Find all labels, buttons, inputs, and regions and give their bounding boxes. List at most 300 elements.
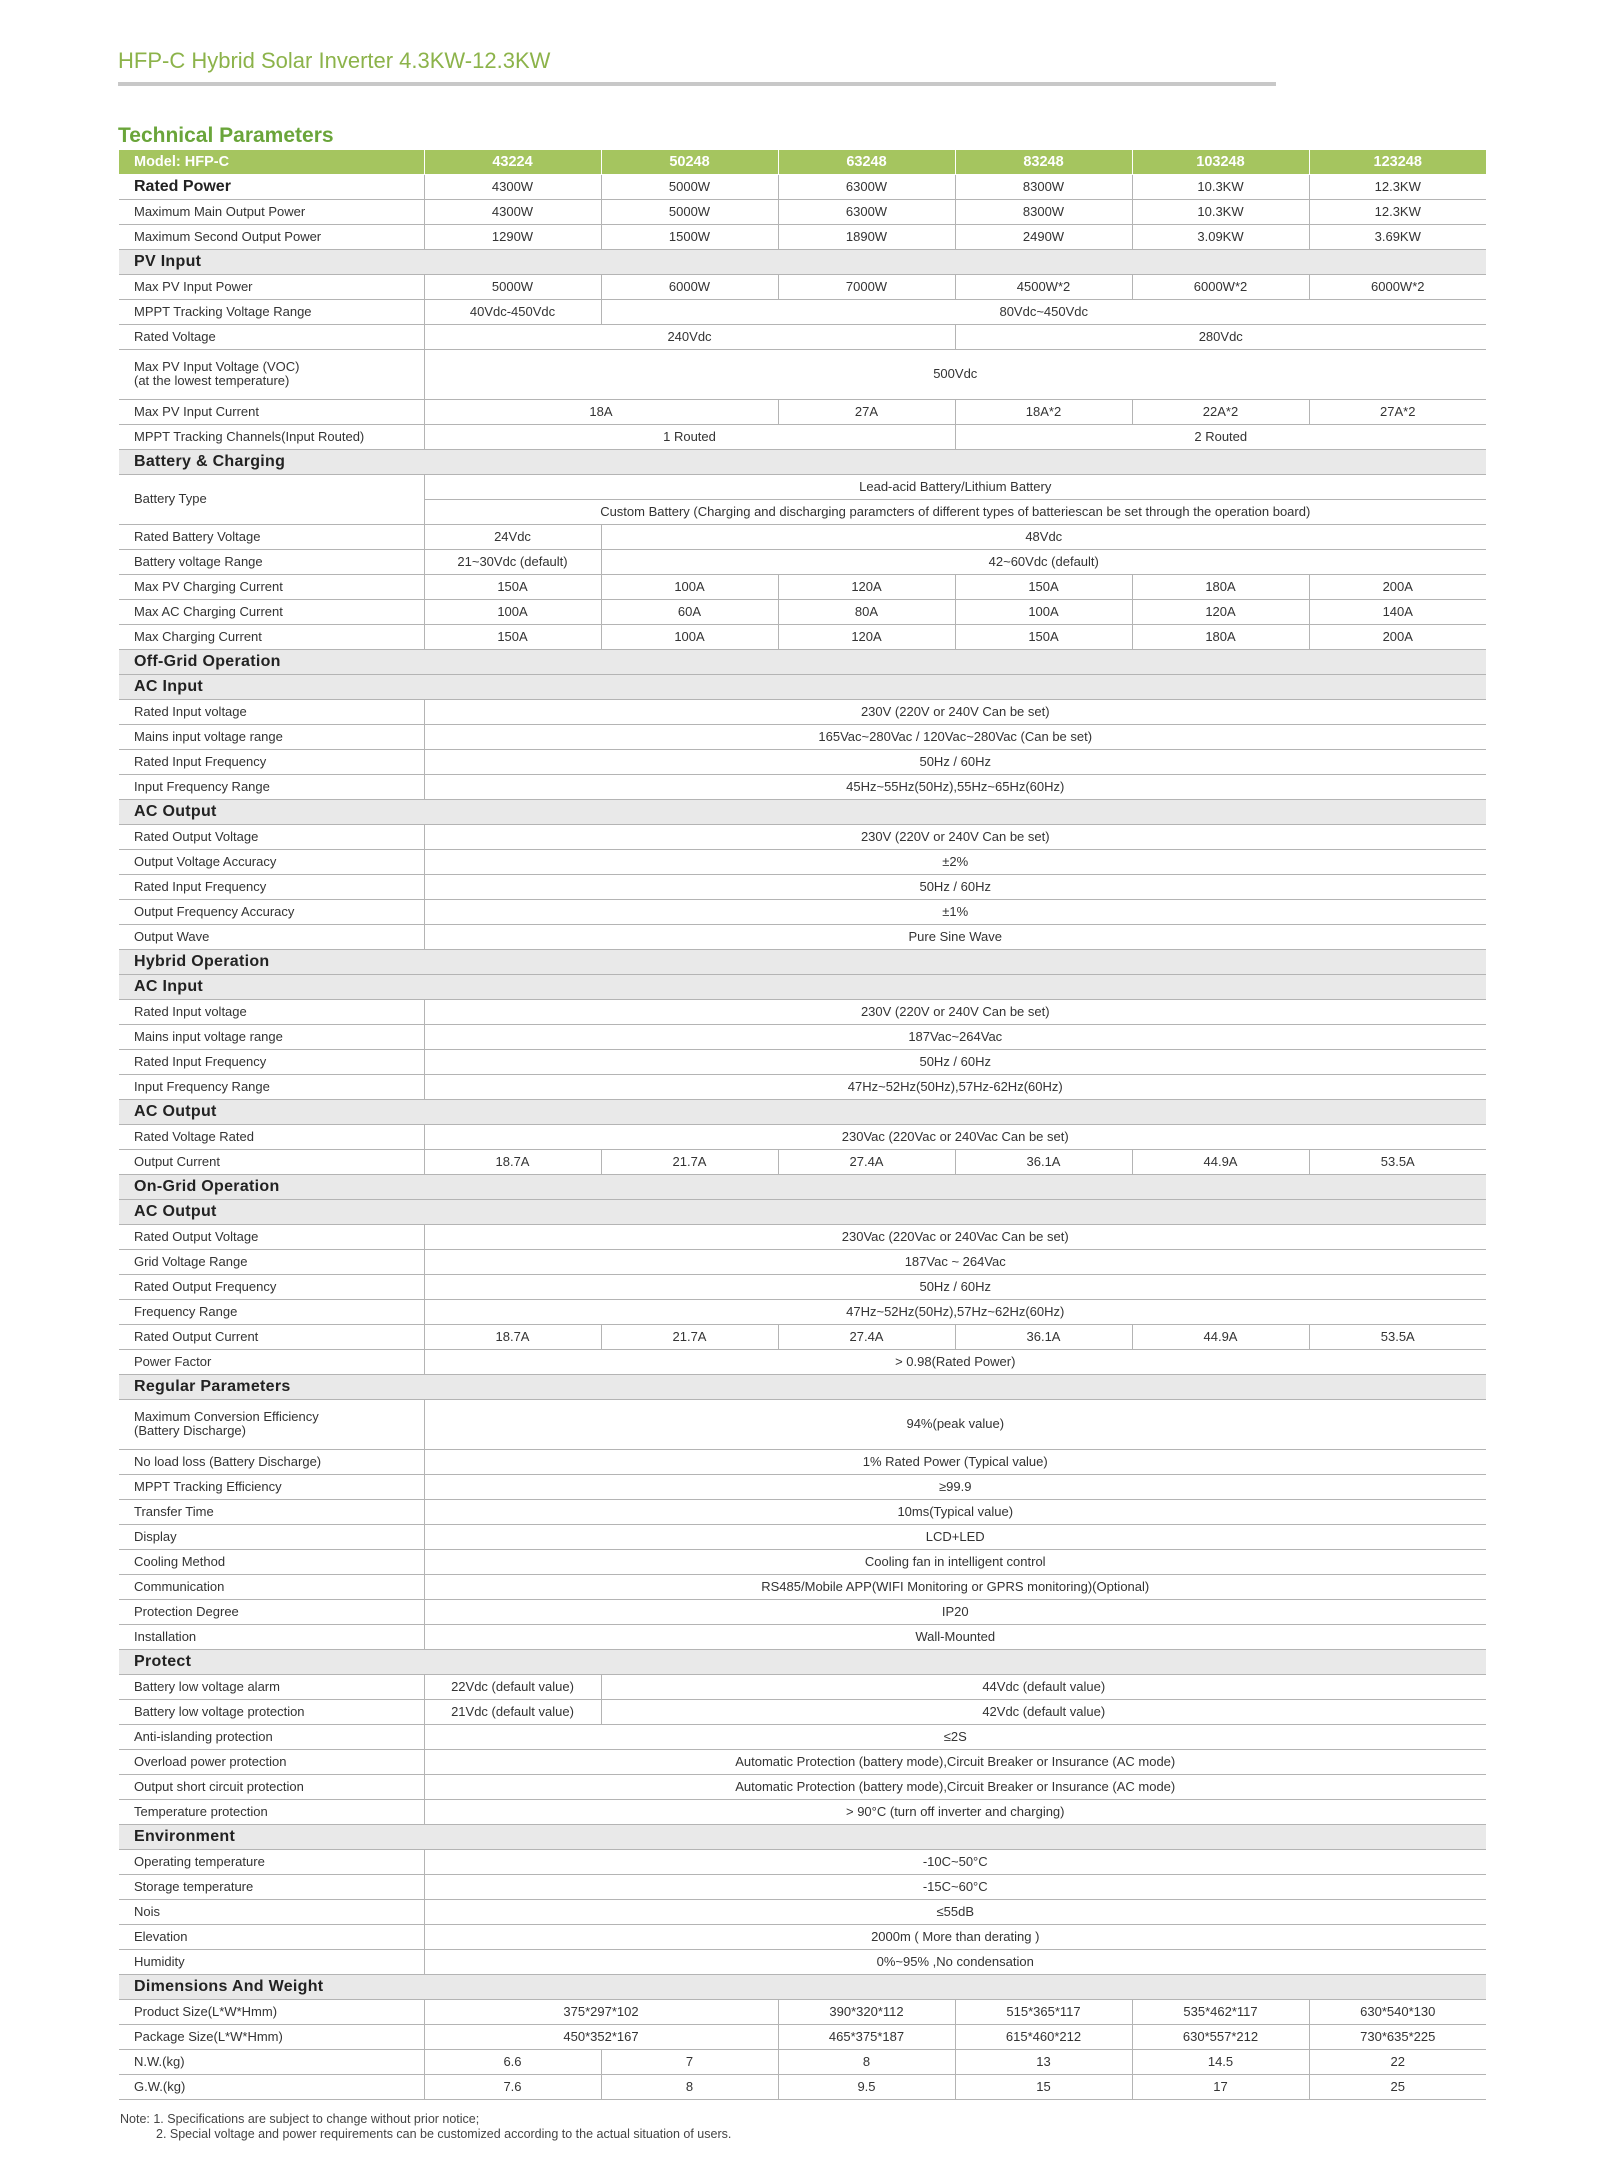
spec-label: Rated Input voltage: [119, 999, 424, 1024]
spec-value: 1290W: [424, 224, 601, 249]
spec-value: 165Vac~280Vac / 120Vac~280Vac (Can be set): [424, 724, 1486, 749]
spec-value: 27A*2: [1309, 399, 1486, 424]
spec-value: 60A: [601, 599, 778, 624]
spec-label: MPPT Tracking Efficiency: [119, 1474, 424, 1499]
spec-row: [119, 524, 1486, 549]
spec-row: [119, 1074, 1486, 1099]
spec-value: 17: [1132, 2074, 1309, 2099]
spec-value: ±2%: [424, 849, 1486, 874]
section-header: Environment: [119, 1824, 1486, 1849]
spec-value: 94%(peak value): [424, 1399, 1486, 1449]
spec-value: 7000W: [778, 274, 955, 299]
spec-label: Rated Input voltage: [119, 699, 424, 724]
spec-row: [119, 424, 1486, 449]
spec-row: [119, 624, 1486, 649]
spec-value: -10C~50°C: [424, 1849, 1486, 1874]
spec-row: [119, 1574, 1486, 1599]
spec-value: ≤2S: [424, 1724, 1486, 1749]
spec-value: 450*352*167: [424, 2024, 778, 2049]
spec-value: 36.1A: [955, 1324, 1132, 1349]
spec-row: [119, 2074, 1486, 2099]
spec-label-subline: (Battery Discharge): [134, 1423, 246, 1438]
spec-row: [119, 999, 1486, 1024]
model-label: Model: HFP-C: [119, 150, 424, 174]
spec-value: 120A: [778, 574, 955, 599]
section-header-row: [119, 974, 1486, 999]
section-header-row: [119, 449, 1486, 474]
spec-label: G.W.(kg): [119, 2074, 424, 2099]
spec-value: 18A*2: [955, 399, 1132, 424]
spec-row: [119, 1299, 1486, 1324]
spec-value: 535*462*117: [1132, 1999, 1309, 2024]
spec-value: 6000W*2: [1309, 274, 1486, 299]
spec-value: 5000W: [424, 274, 601, 299]
spec-row: [119, 1474, 1486, 1499]
spec-value: > 90°C (turn off inverter and charging): [424, 1799, 1486, 1824]
spec-row: [119, 1724, 1486, 1749]
spec-value: 8: [778, 2049, 955, 2074]
spec-value: 140A: [1309, 599, 1486, 624]
spec-label-line: Max PV Input Voltage (VOC): [134, 359, 300, 374]
spec-value: 375*297*102: [424, 1999, 778, 2024]
model-number: 103248: [1132, 150, 1309, 174]
spec-label: Storage temperature: [119, 1874, 424, 1899]
spec-value: Automatic Protection (battery mode),Circuit Breaker or Insurance (AC mode): [424, 1749, 1486, 1774]
spec-value: 8300W: [955, 199, 1132, 224]
spec-value: 180A: [1132, 574, 1309, 599]
spec-label: Rated Voltage: [119, 324, 424, 349]
spec-label: Package Size(L*W*Hmm): [119, 2024, 424, 2049]
spec-row: [119, 1549, 1486, 1574]
spec-row: [119, 1874, 1486, 1899]
spec-value: 47Hz~52Hz(50Hz),57Hz~62Hz(60Hz): [424, 1299, 1486, 1324]
spec-value: 150A: [424, 624, 601, 649]
spec-value: 240Vdc: [424, 324, 955, 349]
section-header: Off-Grid Operation: [119, 649, 1486, 674]
spec-value: 230Vac (220Vac or 240Vac Can be set): [424, 1224, 1486, 1249]
spec-label: [119, 349, 424, 399]
model-header-row: [119, 150, 1486, 174]
spec-label: Installation: [119, 1624, 424, 1649]
spec-label: Display: [119, 1524, 424, 1549]
spec-label: Maximum Second Output Power: [119, 224, 424, 249]
spec-row: [119, 1774, 1486, 1799]
spec-value: 21Vdc (default value): [424, 1699, 601, 1724]
spec-value: 2000m ( More than derating ): [424, 1924, 1486, 1949]
spec-value: 180A: [1132, 624, 1309, 649]
spec-value: 0%~95% ,No condensation: [424, 1949, 1486, 1974]
footnote-1: Note: 1. Specifications are subject to change without prior notice;: [120, 2112, 480, 2126]
spec-value: 24Vdc: [424, 524, 601, 549]
section-header-row: [119, 1649, 1486, 1674]
section-header: Regular Parameters: [119, 1374, 1486, 1399]
spec-value: 50Hz / 60Hz: [424, 874, 1486, 899]
spec-label: Rated Input Frequency: [119, 874, 424, 899]
spec-value: 150A: [955, 624, 1132, 649]
spec-value: 27.4A: [778, 1324, 955, 1349]
spec-value: 36.1A: [955, 1149, 1132, 1174]
spec-row: [119, 1024, 1486, 1049]
spec-row: [119, 874, 1486, 899]
spec-value: 500Vdc: [424, 349, 1486, 399]
spec-value: 7.6: [424, 2074, 601, 2099]
spec-value: 80A: [778, 599, 955, 624]
spec-row: [119, 2049, 1486, 2074]
spec-row: [119, 1124, 1486, 1149]
spec-label: Rated Output Voltage: [119, 824, 424, 849]
spec-value: 44.9A: [1132, 1149, 1309, 1174]
spec-value: 22: [1309, 2049, 1486, 2074]
spec-label: Cooling Method: [119, 1549, 424, 1574]
spec-label: Output Voltage Accuracy: [119, 849, 424, 874]
spec-value: 1890W: [778, 224, 955, 249]
spec-value: ≤55dB: [424, 1899, 1486, 1924]
spec-value: 14.5: [1132, 2049, 1309, 2074]
spec-value: 100A: [601, 624, 778, 649]
page-header-title: HFP-C Hybrid Solar Inverter 4.3KW-12.3KW: [118, 48, 551, 73]
spec-label: Battery low voltage protection: [119, 1699, 424, 1724]
spec-label: Battery Type: [119, 474, 424, 524]
spec-value: 200A: [1309, 624, 1486, 649]
section-header-row: [119, 249, 1486, 274]
section-header: Battery & Charging: [119, 449, 1486, 474]
spec-value: 3.69KW: [1309, 224, 1486, 249]
section-header: Protect: [119, 1649, 1486, 1674]
spec-value: 630*557*212: [1132, 2024, 1309, 2049]
spec-value: 1500W: [601, 224, 778, 249]
spec-value: 27A: [778, 399, 955, 424]
spec-label: Humidity: [119, 1949, 424, 1974]
spec-label: Rated Voltage Rated: [119, 1124, 424, 1149]
spec-label: Anti-islanding protection: [119, 1724, 424, 1749]
spec-label: Max PV Input Power: [119, 274, 424, 299]
spec-label: Transfer Time: [119, 1499, 424, 1524]
spec-row: [119, 1599, 1486, 1624]
spec-value: 53.5A: [1309, 1324, 1486, 1349]
spec-row: [119, 1324, 1486, 1349]
spec-value: 200A: [1309, 574, 1486, 599]
spec-label: Max Charging Current: [119, 624, 424, 649]
spec-value: 4300W: [424, 174, 601, 199]
model-number: 43224: [424, 150, 601, 174]
spec-value: 730*635*225: [1309, 2024, 1486, 2049]
spec-row: [119, 1949, 1486, 1974]
spec-label: Rated Output Frequency: [119, 1274, 424, 1299]
spec-value: 465*375*187: [778, 2024, 955, 2049]
section-header-row: [119, 1974, 1486, 1999]
spec-label: Temperature protection: [119, 1799, 424, 1824]
spec-value: 230V (220V or 240V Can be set): [424, 999, 1486, 1024]
model-number: 123248: [1309, 150, 1486, 174]
spec-value: 5000W: [601, 199, 778, 224]
spec-row: [119, 474, 1486, 499]
header-divider: [118, 82, 1276, 86]
spec-label: Product Size(L*W*Hmm): [119, 1999, 424, 2024]
spec-row: [119, 2024, 1486, 2049]
section-header: PV Input: [119, 249, 1486, 274]
spec-value: 4500W*2: [955, 274, 1132, 299]
spec-label: Protection Degree: [119, 1599, 424, 1624]
spec-label: Power Factor: [119, 1349, 424, 1374]
section-header-row: [119, 1374, 1486, 1399]
spec-value: 18A: [424, 399, 778, 424]
spec-value: 100A: [601, 574, 778, 599]
spec-row: [119, 174, 1486, 199]
spec-value: 100A: [424, 599, 601, 624]
spec-value: 53.5A: [1309, 1149, 1486, 1174]
spec-value: Custom Battery (Charging and discharging paramcters of different types of batteriescan be set through the operation board): [424, 499, 1486, 524]
spec-label: Overload power protection: [119, 1749, 424, 1774]
footnote-2: 2. Special voltage and power requirements can be customized according to the actual situation of users.: [156, 2127, 732, 2141]
spec-value: 615*460*212: [955, 2024, 1132, 2049]
section-header-row: [119, 949, 1486, 974]
spec-value: 9.5: [778, 2074, 955, 2099]
spec-value: 12.3KW: [1309, 174, 1486, 199]
spec-row: [119, 1249, 1486, 1274]
spec-label: MPPT Tracking Channels(Input Routed): [119, 424, 424, 449]
spec-value: 18.7A: [424, 1149, 601, 1174]
spec-row: [119, 1149, 1486, 1174]
spec-value: 2490W: [955, 224, 1132, 249]
spec-value: 187Vac~264Vac: [424, 1024, 1486, 1049]
section-header: AC Input: [119, 974, 1486, 999]
spec-value: 27.4A: [778, 1149, 955, 1174]
spec-value: Lead-acid Battery/Lithium Battery: [424, 474, 1486, 499]
spec-value: Wall-Mounted: [424, 1624, 1486, 1649]
section-header: AC Output: [119, 1099, 1486, 1124]
spec-value: RS485/Mobile APP(WIFI Monitoring or GPRS monitoring)(Optional): [424, 1574, 1486, 1599]
spec-row: [119, 1849, 1486, 1874]
spec-row: [119, 224, 1486, 249]
spec-value: 3.09KW: [1132, 224, 1309, 249]
spec-label: Frequency Range: [119, 1299, 424, 1324]
spec-value: 8300W: [955, 174, 1132, 199]
section-header: Dimensions And Weight: [119, 1974, 1486, 1999]
spec-label: Input Frequency Range: [119, 774, 424, 799]
model-number: 83248: [955, 150, 1132, 174]
spec-value: 5000W: [601, 174, 778, 199]
spec-value: 21.7A: [601, 1324, 778, 1349]
spec-value: 13: [955, 2049, 1132, 2074]
spec-value: 1% Rated Power (Typical value): [424, 1449, 1486, 1474]
spec-label: Grid Voltage Range: [119, 1249, 424, 1274]
spec-value: 230V (220V or 240V Can be set): [424, 699, 1486, 724]
spec-row: [119, 274, 1486, 299]
spec-value: 15: [955, 2074, 1132, 2099]
spec-value: 50Hz / 60Hz: [424, 749, 1486, 774]
model-number: 50248: [601, 150, 778, 174]
spec-label: Output Current: [119, 1149, 424, 1174]
spec-row: [119, 549, 1486, 574]
spec-value: 515*365*117: [955, 1999, 1132, 2024]
spec-row: [119, 924, 1486, 949]
spec-value: 18.7A: [424, 1324, 601, 1349]
section-header-row: [119, 799, 1486, 824]
spec-value: 80Vdc~450Vdc: [601, 299, 1486, 324]
spec-table: [119, 150, 1486, 2100]
spec-row: [119, 1674, 1486, 1699]
spec-row: [119, 599, 1486, 624]
spec-row: [119, 1899, 1486, 1924]
spec-value: 22A*2: [1132, 399, 1309, 424]
spec-value: 390*320*112: [778, 1999, 955, 2024]
spec-value: 50Hz / 60Hz: [424, 1049, 1486, 1074]
spec-value: Pure Sine Wave: [424, 924, 1486, 949]
spec-label: Elevation: [119, 1924, 424, 1949]
spec-value: Automatic Protection (battery mode),Circuit Breaker or Insurance (AC mode): [424, 1774, 1486, 1799]
spec-row: [119, 399, 1486, 424]
spec-value: 150A: [955, 574, 1132, 599]
spec-row: [119, 849, 1486, 874]
spec-value: LCD+LED: [424, 1524, 1486, 1549]
spec-label: Rated Power: [119, 174, 424, 199]
spec-row: [119, 699, 1486, 724]
spec-row: [119, 899, 1486, 924]
section-header: AC Input: [119, 674, 1486, 699]
section-header-row: [119, 1199, 1486, 1224]
spec-value: 1 Routed: [424, 424, 955, 449]
spec-label: Battery low voltage alarm: [119, 1674, 424, 1699]
spec-row: [119, 774, 1486, 799]
spec-value: 50Hz / 60Hz: [424, 1274, 1486, 1299]
spec-row: [119, 1924, 1486, 1949]
spec-label: Rated Output Current: [119, 1324, 424, 1349]
spec-value: 630*540*130: [1309, 1999, 1486, 2024]
spec-label: Input Frequency Range: [119, 1074, 424, 1099]
spec-value: 187Vac ~ 264Vac: [424, 1249, 1486, 1274]
spec-value: 230V (220V or 240V Can be set): [424, 824, 1486, 849]
section-header-row: [119, 674, 1486, 699]
spec-row: [119, 1399, 1486, 1449]
section-header-row: [119, 1099, 1486, 1124]
spec-value: 21~30Vdc (default): [424, 549, 601, 574]
spec-value: 100A: [955, 599, 1132, 624]
spec-row: [119, 1274, 1486, 1299]
spec-label: Nois: [119, 1899, 424, 1924]
spec-table-body: [119, 150, 1486, 2099]
spec-row: [119, 574, 1486, 599]
spec-label: Rated Input Frequency: [119, 749, 424, 774]
section-header-row: [119, 649, 1486, 674]
spec-row: [119, 1224, 1486, 1249]
spec-row: [119, 349, 1486, 399]
spec-label: Rated Input Frequency: [119, 1049, 424, 1074]
section-header: Hybrid Operation: [119, 949, 1486, 974]
spec-value: 280Vdc: [955, 324, 1486, 349]
spec-row: [119, 1624, 1486, 1649]
spec-value: 48Vdc: [601, 524, 1486, 549]
spec-row: [119, 1999, 1486, 2024]
spec-value: > 0.98(Rated Power): [424, 1349, 1486, 1374]
section-header: AC Output: [119, 799, 1486, 824]
spec-row: [119, 299, 1486, 324]
spec-label: No load loss (Battery Discharge): [119, 1449, 424, 1474]
spec-value: 150A: [424, 574, 601, 599]
spec-label-subline: (at the lowest temperature): [134, 373, 290, 388]
spec-row: [119, 1799, 1486, 1824]
spec-row: [119, 824, 1486, 849]
spec-value: 42~60Vdc (default): [601, 549, 1486, 574]
spec-value: 2 Routed: [955, 424, 1486, 449]
model-number: 63248: [778, 150, 955, 174]
section-header-row: [119, 1174, 1486, 1199]
spec-label: Communication: [119, 1574, 424, 1599]
spec-value: ≥99.9: [424, 1474, 1486, 1499]
spec-label: Rated Output Voltage: [119, 1224, 424, 1249]
spec-row: [119, 324, 1486, 349]
spec-value: 4300W: [424, 199, 601, 224]
spec-value: 42Vdc (default value): [601, 1699, 1486, 1724]
spec-value: 6300W: [778, 199, 955, 224]
spec-value: 7: [601, 2049, 778, 2074]
section-header-row: [119, 1824, 1486, 1849]
spec-label: Output Wave: [119, 924, 424, 949]
spec-label: Output short circuit protection: [119, 1774, 424, 1799]
spec-value: 6000W*2: [1132, 274, 1309, 299]
spec-label: Battery voltage Range: [119, 549, 424, 574]
spec-value: 12.3KW: [1309, 199, 1486, 224]
spec-value: 44.9A: [1132, 1324, 1309, 1349]
spec-label: Max PV Input Current: [119, 399, 424, 424]
spec-value: Cooling fan in intelligent control: [424, 1549, 1486, 1574]
spec-value: 120A: [1132, 599, 1309, 624]
spec-label: Max AC Charging Current: [119, 599, 424, 624]
spec-value: 10.3KW: [1132, 174, 1309, 199]
spec-value: 6.6: [424, 2049, 601, 2074]
section-header: On-Grid Operation: [119, 1174, 1486, 1199]
spec-row: [119, 749, 1486, 774]
spec-value: 45Hz~55Hz(50Hz),55Hz~65Hz(60Hz): [424, 774, 1486, 799]
spec-row: [119, 199, 1486, 224]
spec-label: MPPT Tracking Voltage Range: [119, 299, 424, 324]
spec-row: [119, 1749, 1486, 1774]
spec-value: 44Vdc (default value): [601, 1674, 1486, 1699]
spec-label: Operating temperature: [119, 1849, 424, 1874]
spec-row: [119, 1699, 1486, 1724]
spec-row: [119, 1449, 1486, 1474]
spec-label-line: Maximum Conversion Efficiency: [134, 1409, 319, 1424]
spec-row: [119, 1049, 1486, 1074]
spec-label: Output Frequency Accuracy: [119, 899, 424, 924]
spec-value: 22Vdc (default value): [424, 1674, 601, 1699]
spec-value: 10.3KW: [1132, 199, 1309, 224]
spec-value: 25: [1309, 2074, 1486, 2099]
spec-value: 230Vac (220Vac or 240Vac Can be set): [424, 1124, 1486, 1149]
spec-value: -15C~60°C: [424, 1874, 1486, 1899]
spec-value: ±1%: [424, 899, 1486, 924]
spec-value: 47Hz~52Hz(50Hz),57Hz-62Hz(60Hz): [424, 1074, 1486, 1099]
spec-label: Mains input voltage range: [119, 724, 424, 749]
spec-value: 6000W: [601, 274, 778, 299]
spec-row: [119, 1349, 1486, 1374]
spec-label: Max PV Charging Current: [119, 574, 424, 599]
spec-label: Rated Battery Voltage: [119, 524, 424, 549]
spec-value: 6300W: [778, 174, 955, 199]
spec-value: 21.7A: [601, 1149, 778, 1174]
spec-value: 40Vdc-450Vdc: [424, 299, 601, 324]
spec-row: [119, 724, 1486, 749]
section-title: Technical Parameters: [118, 124, 334, 147]
spec-row: [119, 1524, 1486, 1549]
spec-value: IP20: [424, 1599, 1486, 1624]
spec-label: [119, 1399, 424, 1449]
spec-label: Maximum Main Output Power: [119, 199, 424, 224]
spec-value: 120A: [778, 624, 955, 649]
spec-label: N.W.(kg): [119, 2049, 424, 2074]
spec-row: [119, 1499, 1486, 1524]
spec-value: 10ms(Typical value): [424, 1499, 1486, 1524]
spec-value: 8: [601, 2074, 778, 2099]
